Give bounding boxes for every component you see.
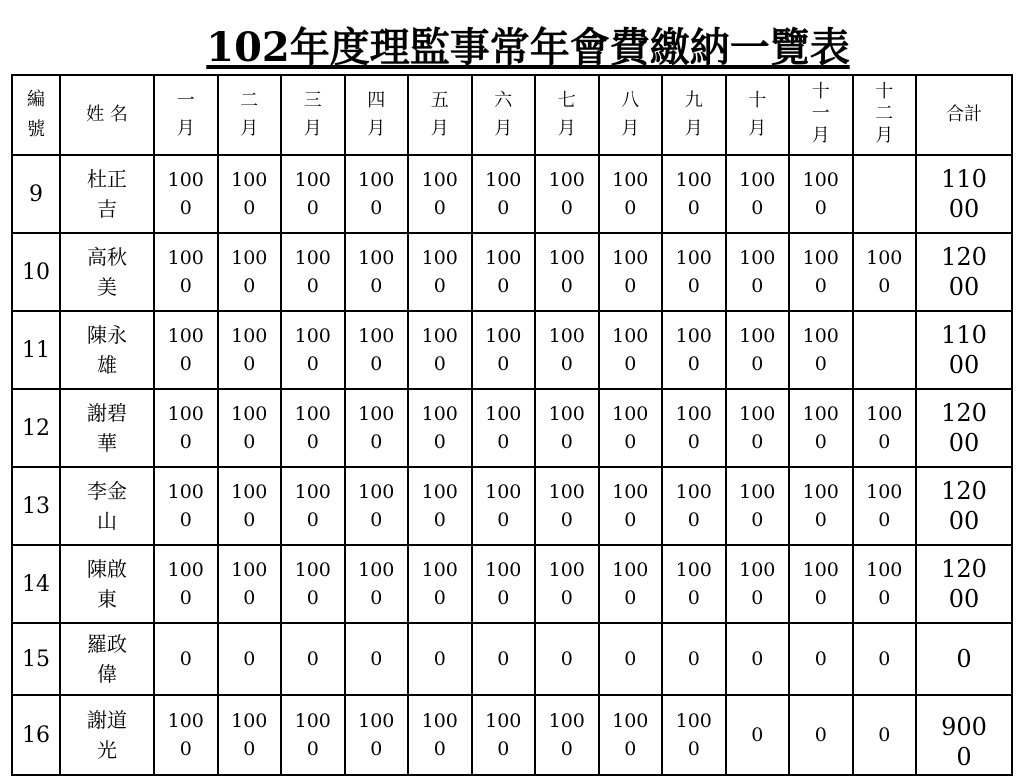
member-name: 謝碧華: [60, 389, 154, 467]
member-number: 15: [12, 623, 60, 695]
member-name: 李金山: [60, 467, 154, 545]
monthly-fee-cell: 1000: [662, 545, 726, 623]
monthly-fee-cell: 1000: [726, 155, 790, 233]
monthly-fee-cell: 1000: [154, 695, 218, 775]
table-row: [12, 623, 1012, 695]
header-name: 姓 名: [60, 75, 154, 155]
monthly-fee-cell: 1000: [535, 545, 599, 623]
table-row: [12, 389, 1012, 467]
header-month: 六月: [472, 75, 536, 155]
monthly-fee-cell: 1000: [281, 545, 345, 623]
monthly-fee-cell: 1000: [472, 311, 536, 389]
monthly-fee-cell: 1000: [408, 389, 472, 467]
monthly-fee-cell: 0: [345, 623, 409, 695]
monthly-fee-cell: 1000: [789, 233, 853, 311]
monthly-fee-cell: 1000: [853, 233, 917, 311]
monthly-fee-cell: [853, 311, 917, 389]
member-number: 9: [12, 155, 60, 233]
table-row: [12, 695, 1012, 775]
table-row: [12, 311, 1012, 389]
header-month: 十一月: [789, 75, 853, 155]
member-name: 杜正吉: [60, 155, 154, 233]
monthly-fee-cell: 1000: [789, 311, 853, 389]
header-month: 十二月: [853, 75, 917, 155]
monthly-fee-cell: [853, 155, 917, 233]
monthly-fee-cell: 1000: [535, 467, 599, 545]
monthly-fee-cell: 1000: [662, 311, 726, 389]
monthly-fee-cell: 1000: [408, 233, 472, 311]
monthly-fee-cell: 1000: [599, 467, 663, 545]
monthly-fee-cell: 0: [472, 623, 536, 695]
monthly-fee-cell: 1000: [472, 389, 536, 467]
monthly-fee-cell: 1000: [281, 467, 345, 545]
monthly-fee-cell: 1000: [345, 389, 409, 467]
monthly-fee-cell: 1000: [408, 695, 472, 775]
monthly-fee-cell: 1000: [472, 545, 536, 623]
total-cell: 11000: [916, 155, 1012, 233]
monthly-fee-cell: 1000: [281, 389, 345, 467]
monthly-fee-cell: 1000: [789, 389, 853, 467]
monthly-fee-cell: 1000: [599, 311, 663, 389]
total-cell: 9000: [916, 695, 1012, 775]
monthly-fee-cell: 1000: [726, 311, 790, 389]
header-month: 十月: [726, 75, 790, 155]
header-total: 合計: [916, 75, 1012, 155]
monthly-fee-cell: 1000: [662, 467, 726, 545]
member-number: 14: [12, 545, 60, 623]
monthly-fee-cell: 1000: [535, 695, 599, 775]
monthly-fee-cell: 1000: [599, 389, 663, 467]
member-number: 11: [12, 311, 60, 389]
monthly-fee-cell: 1000: [218, 155, 282, 233]
monthly-fee-cell: 1000: [345, 467, 409, 545]
monthly-fee-cell: 1000: [472, 155, 536, 233]
monthly-fee-cell: 1000: [599, 695, 663, 775]
monthly-fee-cell: 1000: [662, 155, 726, 233]
header-month: 三月: [281, 75, 345, 155]
total-cell: 11000: [916, 311, 1012, 389]
monthly-fee-cell: 1000: [726, 389, 790, 467]
monthly-fee-cell: 1000: [726, 233, 790, 311]
monthly-fee-cell: 1000: [726, 545, 790, 623]
monthly-fee-cell: 0: [726, 623, 790, 695]
monthly-fee-cell: 1000: [345, 695, 409, 775]
monthly-fee-cell: 1000: [408, 311, 472, 389]
monthly-fee-cell: 1000: [599, 155, 663, 233]
monthly-fee-cell: 1000: [218, 311, 282, 389]
monthly-fee-cell: 1000: [218, 389, 282, 467]
table-row: [12, 233, 1012, 311]
monthly-fee-cell: 0: [408, 623, 472, 695]
total-cell: 12000: [916, 389, 1012, 467]
monthly-fee-cell: 1000: [789, 467, 853, 545]
monthly-fee-cell: 1000: [408, 467, 472, 545]
monthly-fee-cell: 1000: [154, 545, 218, 623]
monthly-fee-cell: 1000: [408, 155, 472, 233]
monthly-fee-cell: 1000: [345, 233, 409, 311]
monthly-fee-cell: 0: [789, 695, 853, 775]
monthly-fee-cell: 1000: [472, 233, 536, 311]
monthly-fee-cell: 1000: [154, 311, 218, 389]
member-name: 高秋美: [60, 233, 154, 311]
header-month: 九月: [662, 75, 726, 155]
total-cell: 12000: [916, 545, 1012, 623]
monthly-fee-cell: 1000: [154, 155, 218, 233]
monthly-fee-cell: 1000: [345, 545, 409, 623]
monthly-fee-cell: 1000: [853, 467, 917, 545]
monthly-fee-cell: 1000: [662, 389, 726, 467]
monthly-fee-cell: 0: [535, 623, 599, 695]
total-cell: 12000: [916, 467, 1012, 545]
monthly-fee-cell: 1000: [535, 389, 599, 467]
member-name: 陳永雄: [60, 311, 154, 389]
header-month: 二月: [218, 75, 282, 155]
member-number: 10: [12, 233, 60, 311]
monthly-fee-cell: 1000: [853, 545, 917, 623]
monthly-fee-cell: 0: [662, 623, 726, 695]
fee-table: [11, 74, 1013, 776]
page-title: 102年度理監事常年會費繳納一覽表: [206, 24, 850, 71]
header-no: 編號: [12, 75, 60, 155]
header-month: 五月: [408, 75, 472, 155]
table-row: [12, 155, 1012, 233]
header-month: 一月: [154, 75, 218, 155]
monthly-fee-cell: 1000: [345, 155, 409, 233]
monthly-fee-cell: 1000: [408, 545, 472, 623]
monthly-fee-cell: 1000: [218, 545, 282, 623]
member-number: 13: [12, 467, 60, 545]
monthly-fee-cell: 1000: [472, 467, 536, 545]
monthly-fee-cell: 1000: [281, 695, 345, 775]
monthly-fee-cell: 1000: [154, 233, 218, 311]
total-cell: 12000: [916, 233, 1012, 311]
monthly-fee-cell: 1000: [662, 233, 726, 311]
member-name: 陳啟東: [60, 545, 154, 623]
header-row: [12, 75, 1012, 155]
monthly-fee-cell: 1000: [599, 233, 663, 311]
monthly-fee-cell: 1000: [599, 545, 663, 623]
monthly-fee-cell: 0: [853, 623, 917, 695]
monthly-fee-cell: 1000: [154, 389, 218, 467]
monthly-fee-cell: 1000: [345, 311, 409, 389]
monthly-fee-cell: 1000: [535, 233, 599, 311]
table-row: [12, 467, 1012, 545]
table-row: [12, 545, 1012, 623]
member-name: 謝道光: [60, 695, 154, 775]
monthly-fee-cell: 0: [853, 695, 917, 775]
monthly-fee-cell: 1000: [789, 155, 853, 233]
monthly-fee-cell: 0: [154, 623, 218, 695]
monthly-fee-cell: 1000: [535, 155, 599, 233]
table-body: [12, 155, 1012, 775]
member-name: 羅政偉: [60, 623, 154, 695]
monthly-fee-cell: 0: [218, 623, 282, 695]
total-cell: 0: [916, 623, 1012, 695]
header-month: 七月: [535, 75, 599, 155]
header-month: 四月: [345, 75, 409, 155]
monthly-fee-cell: 1000: [662, 695, 726, 775]
monthly-fee-cell: 1000: [726, 467, 790, 545]
monthly-fee-cell: 0: [726, 695, 790, 775]
monthly-fee-cell: 1000: [218, 695, 282, 775]
monthly-fee-cell: 1000: [281, 155, 345, 233]
monthly-fee-cell: 1000: [535, 311, 599, 389]
monthly-fee-cell: 0: [789, 623, 853, 695]
monthly-fee-cell: 1000: [154, 467, 218, 545]
member-number: 12: [12, 389, 60, 467]
header-month: 八月: [599, 75, 663, 155]
monthly-fee-cell: 1000: [789, 545, 853, 623]
member-number: 16: [12, 695, 60, 775]
monthly-fee-cell: 1000: [218, 467, 282, 545]
monthly-fee-cell: 1000: [853, 389, 917, 467]
monthly-fee-cell: 1000: [218, 233, 282, 311]
monthly-fee-cell: 1000: [281, 233, 345, 311]
monthly-fee-cell: 0: [599, 623, 663, 695]
monthly-fee-cell: 0: [281, 623, 345, 695]
monthly-fee-cell: 1000: [281, 311, 345, 389]
monthly-fee-cell: 1000: [472, 695, 536, 775]
